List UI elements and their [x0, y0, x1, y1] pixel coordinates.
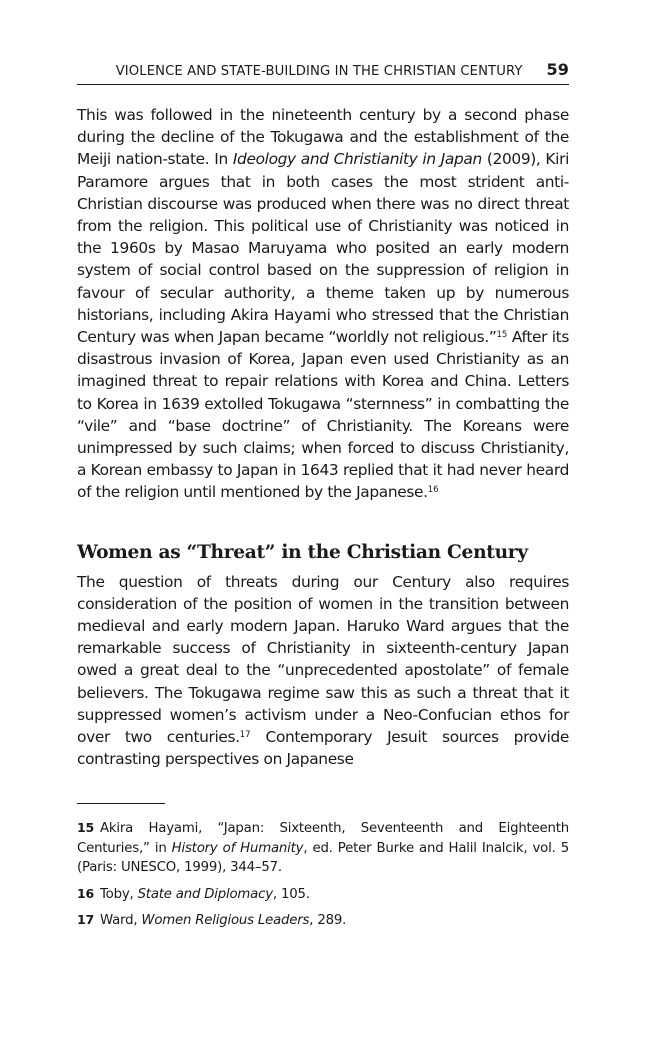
body-paragraph-1	[77, 104, 569, 504]
footnote-number: 15	[77, 820, 94, 836]
footnote-ref-16: 16	[427, 485, 439, 496]
footnote-text: Ward,	[100, 913, 142, 929]
paragraph-1-text-3: After its disastrous invasion of Korea, Japan even used Christianity as an imagined threat to repair relations with Korea and China. Letters to Korea in 1639 extolled Tokugawa “sternness” in combatting the “vile” and “base doctrine” of Christianity. The Koreans were unimpressed by such claims; when forced to discuss Christianity, a Korean embassy to Japan in 1643 replied that it had never heard of the religion until mentioned by the Japanese.	[77, 328, 569, 502]
footnotes	[77, 818, 569, 931]
footnote-number: 16	[77, 885, 94, 901]
running-title: VIOLENCE AND STATE-BUILDING IN THE CHRISTIAN CENTURY	[115, 64, 523, 79]
book-page	[77, 60, 569, 937]
footnote-16	[77, 884, 569, 905]
footnote-number: 17	[77, 912, 94, 928]
footnote-divider	[77, 803, 165, 804]
footnote-text: , 289.	[309, 913, 347, 929]
paragraph-2-text-2: Contemporary Jesuit sources provide contrasting perspectives on Japanese	[77, 728, 569, 769]
body-paragraph-2	[77, 571, 569, 771]
page-number: 59	[546, 60, 569, 79]
footnote-ref-15: 15	[496, 330, 508, 341]
running-header	[77, 60, 569, 85]
footnote-text: Toby,	[100, 886, 138, 902]
footnote-title: History of Humanity	[171, 840, 304, 856]
paragraph-1-text-2: (2009), Kiri Paramore argues that in both cases the most strident anti-Christian discourse was produced when there was no direct threat from the religion. This political use of Christianity was noticed in the 1960s by Masao Maruyama who posited an early modern system of social control based on the suppression of religion in favour of secular authority, a theme taken up by numerous historians, including Akira Hayami who stressed that the Christian Century was when Japan became “worldly not religious.”	[77, 150, 569, 347]
footnote-title: Women Religious Leaders	[141, 913, 310, 929]
footnote-17	[77, 910, 569, 931]
section-heading: Women as “Threat” in the Christian Century	[77, 541, 528, 563]
footnote-text: , ed. Peter Burke and Halil Inalcik, vol. 5 (Paris: UNESCO, 1999), 344–57.	[77, 840, 569, 876]
book-title-ideology: Ideology and Christianity in Japan	[232, 150, 482, 169]
footnote-text: Akira Hayami, “Japan: Sixteenth, Seventeenth and Eighteenth Centuries,” in	[77, 821, 569, 856]
paragraph-2-text-1: The question of threats during our Century also requires consideration of the position of women in the transition between medieval and early modern Japan. Haruko Ward argues that the remarkable success of Christianity in sixteenth-century Japan owed a great deal to the “unprecedented apostolate” of female believers. The Tokugawa regime saw this as such a threat that it suppressed women’s activism under a Neo-Confucian ethos for over two centuries.	[77, 572, 569, 747]
footnote-15	[77, 818, 569, 878]
footnote-title: State and Diplomacy	[137, 886, 273, 902]
paragraph-1-text-1: This was followed in the nineteenth century by a second phase during the decline of the Tokugawa and the establishment of the Meiji nation-state. In	[77, 106, 569, 169]
footnote-text: , 105.	[272, 886, 310, 902]
footnote-ref-17: 17	[239, 730, 251, 741]
